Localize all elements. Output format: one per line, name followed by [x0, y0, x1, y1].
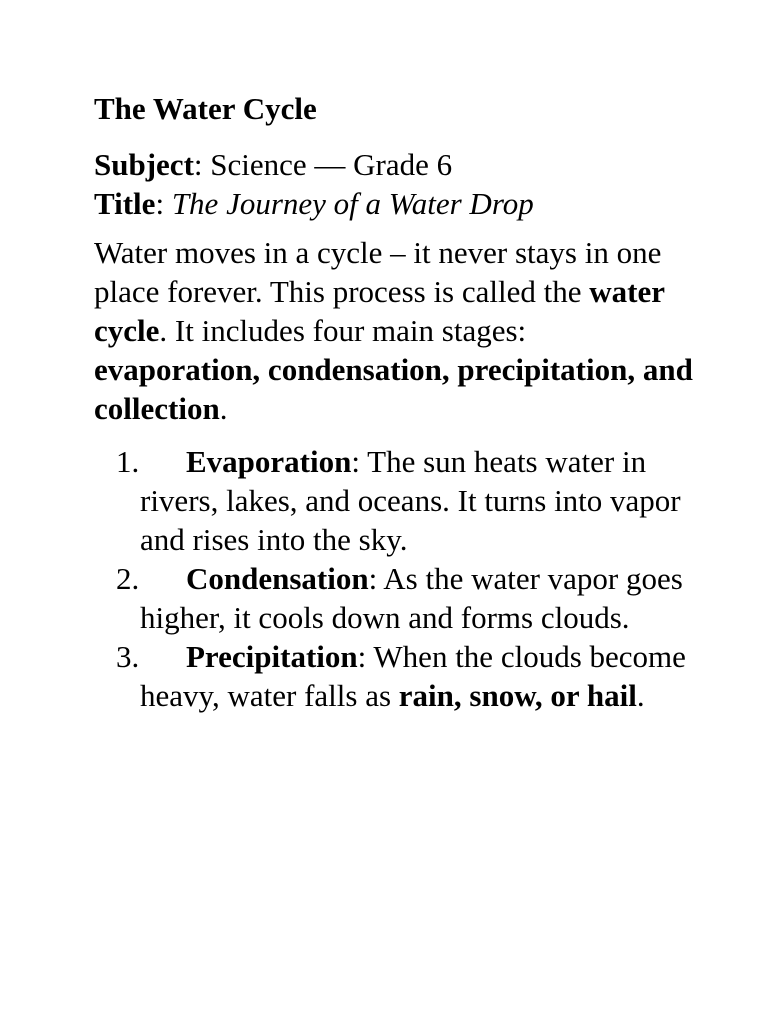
subject-line: Subject: Science — Grade 6 [94, 147, 453, 182]
stage-term: Condensation [186, 561, 369, 596]
intro-text-3: . [219, 391, 228, 426]
stage-tail: . [636, 678, 645, 713]
title-line: Title: The Journey of a Water Drop [94, 186, 534, 221]
document-title: The Water Cycle [94, 91, 317, 126]
list-number: 2. [116, 561, 140, 596]
stage-tail-bold: rain, snow, or hail [398, 678, 637, 713]
subject-value: Science — Grade 6 [210, 147, 453, 182]
list-item [94, 637, 694, 715]
list-item [94, 442, 694, 559]
list-number: 1. [116, 444, 140, 479]
stage-term: Evaporation [186, 444, 352, 479]
stage-text: : When the clouds become heavy, water falls as [140, 639, 686, 713]
stage-text: : The sun heats water in rivers, lakes, and oceans. It turns into vapor and rises into the sky. [140, 444, 681, 557]
intro-bold-1: water cycle [94, 274, 665, 348]
title-label: Title [94, 186, 156, 221]
stages-list [94, 442, 694, 715]
document-page [94, 86, 694, 715]
intro-paragraph [94, 233, 694, 428]
subject-label: Subject [94, 147, 194, 182]
stage-term: Precipitation [186, 639, 358, 674]
title-value: The Journey of a Water Drop [171, 186, 534, 221]
stage-text: : As the water vapor goes higher, it cools down and forms clouds. [140, 561, 683, 635]
document-meta [94, 145, 694, 223]
intro-text-1: Water moves in a cycle – it never stays in one place forever. This process is called the [94, 235, 662, 309]
intro-text-2: . It includes four main stages: [159, 313, 527, 348]
intro-bold-2: evaporation, condensation, precipitation, and collection [94, 352, 693, 426]
list-item [94, 559, 694, 637]
list-number: 3. [116, 639, 140, 674]
